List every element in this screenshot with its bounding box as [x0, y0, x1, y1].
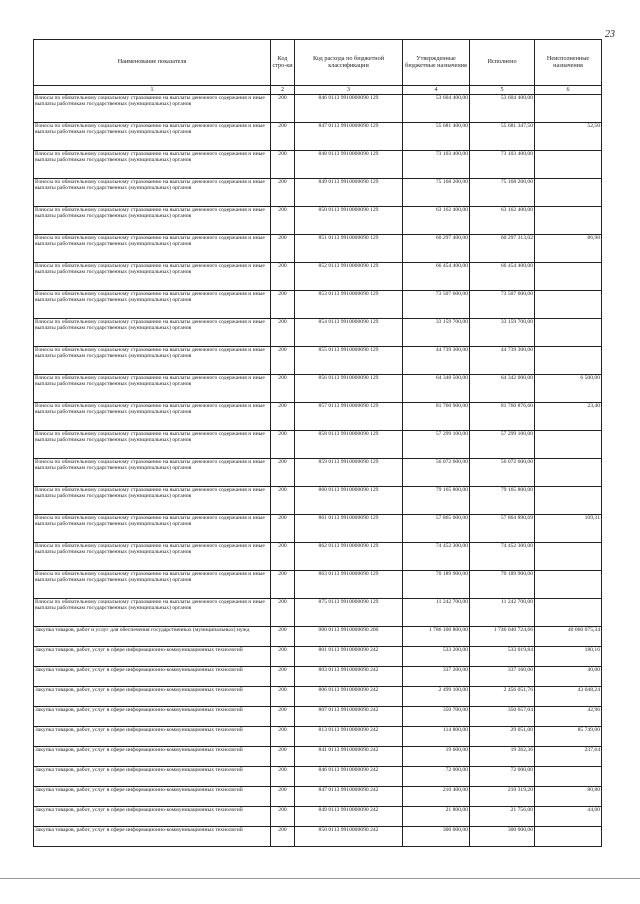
row-classification: 854 0113 9910000090 129: [295, 319, 403, 347]
header-classification: Код расхода по бюджетной классификации: [295, 40, 403, 86]
row-unexecuted: [535, 487, 602, 515]
row-code: 200: [271, 375, 295, 403]
column-number: 4: [403, 86, 470, 95]
table-row: [34, 707, 602, 727]
row-unexecuted: [535, 291, 602, 319]
row-classification: 861 0113 9910000090 129: [295, 515, 403, 543]
table-row: [34, 687, 602, 707]
row-name: Взносы по обязательному социальному страхованию на выплаты денежного содержания и иные выплаты работникам государственных (муниципальных) органов: [34, 431, 271, 459]
row-approved: 81 760 900,00: [403, 403, 470, 431]
row-executed: 33 159 700,00: [470, 319, 535, 347]
row-name: Взносы по обязательному социальному страхованию на выплаты денежного содержания и иные выплаты работникам государственных (муниципальных) органов: [34, 123, 271, 151]
row-classification: 853 0113 9910000090 129: [295, 291, 403, 319]
row-code: 200: [271, 95, 295, 123]
row-executed: 57 299 100,00: [470, 431, 535, 459]
row-code: 200: [271, 431, 295, 459]
column-number: 5: [470, 86, 535, 95]
row-executed: 73 507 600,00: [470, 291, 535, 319]
row-classification: 846 0113 9910000090 129: [295, 95, 403, 123]
table-row: [34, 459, 602, 487]
row-executed: 533 019,84: [470, 647, 535, 667]
row-executed: 44 739 300,00: [470, 347, 535, 375]
row-executed: 56 072 600,00: [470, 459, 535, 487]
row-name: Взносы по обязательному социальному страхованию на выплаты денежного содержания и иные выплаты работникам государственных (муниципальных) органов: [34, 291, 271, 319]
row-approved: 210 400,00: [403, 787, 470, 807]
row-code: 200: [271, 747, 295, 767]
row-code: 200: [271, 787, 295, 807]
page-number: 23: [605, 29, 615, 40]
row-approved: 2 499 100,00: [403, 687, 470, 707]
row-executed: 70 189 900,00: [470, 571, 535, 599]
table-row: [34, 347, 602, 375]
row-name: Взносы по обязательному социальному страхованию на выплаты денежного содержания и иные выплаты работникам государственных (муниципальных) органов: [34, 319, 271, 347]
row-approved: 57 865 000,00: [403, 515, 470, 543]
row-classification: 801 0113 9910000090 242: [295, 647, 403, 667]
row-name: Закупка товаров, работ, услуг в сфере информационно-коммуникационных технологий: [34, 827, 271, 847]
row-name: Взносы по обязательному социальному страхованию на выплаты денежного содержания и иные выплаты работникам государственных (муниципальных) органов: [34, 151, 271, 179]
table-row: [34, 263, 602, 291]
row-approved: 73 103 400,00: [403, 151, 470, 179]
row-unexecuted: 23,40: [535, 403, 602, 431]
row-code: 200: [271, 707, 295, 727]
row-approved: 350 700,00: [403, 707, 470, 727]
row-code: 200: [271, 515, 295, 543]
row-approved: 114 800,00: [403, 727, 470, 747]
table-row: [34, 747, 602, 767]
row-name: Взносы по обязательному социальному страхованию на выплаты денежного содержания и иные выплаты работникам государственных (муниципальных) органов: [34, 487, 271, 515]
row-classification: 863 0113 9910000090 129: [295, 571, 403, 599]
table-row: [34, 123, 602, 151]
row-classification: 858 0113 9910000090 129: [295, 431, 403, 459]
row-classification: 848 0113 9910000090 129: [295, 151, 403, 179]
table-row: [34, 807, 602, 827]
row-executed: 210 319,20: [470, 787, 535, 807]
row-executed: 11 242 700,00: [470, 599, 535, 627]
row-executed: 53 604 400,00: [470, 95, 535, 123]
table-row: [34, 727, 602, 747]
row-code: 200: [271, 123, 295, 151]
row-name: Взносы по обязательному социальному страхованию на выплаты денежного содержания и иные выплаты работникам государственных (муниципальных) органов: [34, 95, 271, 123]
row-approved: 60 297 400,00: [403, 235, 470, 263]
row-approved: 300 000,00: [403, 827, 470, 847]
row-code: 200: [271, 807, 295, 827]
row-name: Взносы по обязательному социальному страхованию на выплаты денежного содержания и иные выплаты работникам государственных (муниципальных) органов: [34, 599, 271, 627]
table-header-row: [34, 40, 602, 86]
table-row: [34, 179, 602, 207]
row-code: 200: [271, 827, 295, 847]
row-code: 200: [271, 599, 295, 627]
row-approved: 57 299 100,00: [403, 431, 470, 459]
row-name: Взносы по обязательному социальному страхованию на выплаты денежного содержания и иные выплаты работникам государственных (муниципальных) органов: [34, 347, 271, 375]
row-classification: 857 0113 9910000090 129: [295, 403, 403, 431]
row-code: 200: [271, 347, 295, 375]
row-name: Взносы по обязательному социальному страхованию на выплаты денежного содержания и иные выплаты работникам государственных (муниципальных) органов: [34, 543, 271, 571]
column-number: 2: [271, 86, 295, 95]
row-unexecuted: [535, 827, 602, 847]
row-classification: 849 0113 9910000090 242: [295, 807, 403, 827]
row-name: Взносы по обязательному социальному страхованию на выплаты денежного содержания и иные выплаты работникам государственных (муниципальных) органов: [34, 207, 271, 235]
row-unexecuted: 109,31: [535, 515, 602, 543]
row-name: Взносы по обязательному социальному страхованию на выплаты денежного содержания и иные выплаты работникам государственных (муниципальных) органов: [34, 571, 271, 599]
row-classification: 841 0113 9910000090 242: [295, 747, 403, 767]
table-row: [34, 767, 602, 787]
row-approved: 53 604 400,00: [403, 95, 470, 123]
header-executed: Исполнено: [470, 40, 535, 86]
row-code: 200: [271, 687, 295, 707]
table-row: [34, 599, 602, 627]
row-unexecuted: 40 060 075,34: [535, 627, 602, 647]
row-unexecuted: [535, 95, 602, 123]
table-row: [34, 515, 602, 543]
row-approved: 79 165 800,00: [403, 487, 470, 515]
row-unexecuted: 180,16: [535, 647, 602, 667]
row-classification: 846 0113 9910000090 242: [295, 767, 403, 787]
row-classification: 851 0113 9910000090 129: [295, 235, 403, 263]
row-unexecuted: 85 749,00: [535, 727, 602, 747]
row-unexecuted: [535, 571, 602, 599]
row-classification: 859 0113 9910000090 129: [295, 459, 403, 487]
row-approved: 533 200,00: [403, 647, 470, 667]
row-approved: 73 507 600,00: [403, 291, 470, 319]
row-classification: 803 0113 9910000090 242: [295, 667, 403, 687]
row-code: 200: [271, 263, 295, 291]
row-name: Взносы по обязательному социальному страхованию на выплаты денежного содержания и иные выплаты работникам государственных (муниципальных) органов: [34, 263, 271, 291]
row-unexecuted: 43 048,24: [535, 687, 602, 707]
row-unexecuted: [535, 179, 602, 207]
row-name: Закупка товаров, работ, услуг в сфере информационно-коммуникационных технологий: [34, 747, 271, 767]
row-approved: 72 000,00: [403, 767, 470, 787]
table-row: [34, 487, 602, 515]
row-code: 200: [271, 403, 295, 431]
row-name: Закупка товаров, работ, услуг в сфере информационно-коммуникационных технологий: [34, 647, 271, 667]
table-row: [34, 235, 602, 263]
row-approved: 11 242 700,00: [403, 599, 470, 627]
row-code: 200: [271, 727, 295, 747]
column-number: 1: [34, 86, 271, 95]
row-unexecuted: 237,64: [535, 747, 602, 767]
row-unexecuted: 6 500,00: [535, 375, 602, 403]
row-unexecuted: [535, 767, 602, 787]
row-code: 200: [271, 235, 295, 263]
row-unexecuted: [535, 319, 602, 347]
header-approved: Утвержденные бюджетные назначения: [403, 40, 470, 86]
row-executed: 63 162 400,00: [470, 207, 535, 235]
row-classification: 855 0113 9910000090 129: [295, 347, 403, 375]
column-number: 3: [295, 86, 403, 95]
row-unexecuted: [535, 207, 602, 235]
table-row: [34, 787, 602, 807]
row-classification: 807 0113 9910000090 242: [295, 707, 403, 727]
row-approved: 70 189 900,00: [403, 571, 470, 599]
row-name: Взносы по обязательному социальному страхованию на выплаты денежного содержания и иные выплаты работникам государственных (муниципальных) органов: [34, 235, 271, 263]
row-approved: 63 162 400,00: [403, 207, 470, 235]
row-unexecuted: [535, 263, 602, 291]
row-executed: 21 756,00: [470, 807, 535, 827]
row-name: Закупка товаров, работ, услуг в сфере информационно-коммуникационных технологий: [34, 707, 271, 727]
row-executed: 2 456 051,76: [470, 687, 535, 707]
row-executed: 74 452 300,00: [470, 543, 535, 571]
row-approved: 44 739 300,00: [403, 347, 470, 375]
row-code: 200: [271, 627, 295, 647]
row-executed: 350 657,04: [470, 707, 535, 727]
row-unexecuted: 86,98: [535, 235, 602, 263]
row-unexecuted: [535, 459, 602, 487]
row-executed: 81 760 876,60: [470, 403, 535, 431]
row-code: 200: [271, 543, 295, 571]
row-classification: 862 0113 9910000090 129: [295, 543, 403, 571]
row-unexecuted: 80,80: [535, 787, 602, 807]
row-code: 200: [271, 647, 295, 667]
row-classification: 856 0113 9910000090 129: [295, 375, 403, 403]
row-code: 200: [271, 459, 295, 487]
row-name: Закупка товаров, работ, услуг в сфере информационно-коммуникационных технологий: [34, 667, 271, 687]
table-row: [34, 375, 602, 403]
row-executed: 1 746 040 724,66: [470, 627, 535, 647]
row-code: 200: [271, 207, 295, 235]
table-row: [34, 319, 602, 347]
row-classification: 849 0113 9910000090 129: [295, 179, 403, 207]
row-classification: 875 0113 9910000090 129: [295, 599, 403, 627]
row-executed: 55 681 347,50: [470, 123, 535, 151]
row-code: 200: [271, 667, 295, 687]
row-approved: 337 200,00: [403, 667, 470, 687]
row-name: Взносы по обязательному социальному страхованию на выплаты денежного содержания и иные выплаты работникам государственных (муниципальных) органов: [34, 403, 271, 431]
row-executed: 73 103 400,00: [470, 151, 535, 179]
table-row: [34, 647, 602, 667]
row-name: Закупка товаров, работ, услуг в сфере информационно-коммуникационных технологий: [34, 807, 271, 827]
row-code: 200: [271, 487, 295, 515]
column-number-row: [34, 86, 602, 95]
row-code: 200: [271, 319, 295, 347]
column-number: 6: [535, 86, 602, 95]
row-unexecuted: 44,00: [535, 807, 602, 827]
row-executed: 60 297 313,02: [470, 235, 535, 263]
row-name: Взносы по обязательному социальному страхованию на выплаты денежного содержания и иные выплаты работникам государственных (муниципальных) органов: [34, 515, 271, 543]
row-unexecuted: [535, 347, 602, 375]
row-approved: 33 159 700,00: [403, 319, 470, 347]
row-executed: 57 864 890,69: [470, 515, 535, 543]
table-row: [34, 543, 602, 571]
row-classification: 850 0113 9910000090 242: [295, 827, 403, 847]
row-approved: 55 681 400,00: [403, 123, 470, 151]
table-row: [34, 207, 602, 235]
row-approved: 1 786 100 800,00: [403, 627, 470, 647]
table-row: [34, 571, 602, 599]
row-classification: 852 0113 9910000090 129: [295, 263, 403, 291]
row-name: Закупка товаров, работ и услуг для обеспечения государственных (муниципальных) нужд: [34, 627, 271, 647]
row-name: Закупка товаров, работ, услуг в сфере информационно-коммуникационных технологий: [34, 687, 271, 707]
header-unexecuted: Неисполненные назначения: [535, 40, 602, 86]
row-executed: 66 454 400,00: [470, 263, 535, 291]
table-row: [34, 431, 602, 459]
row-name: Закупка товаров, работ, услуг в сфере информационно-коммуникационных технологий: [34, 787, 271, 807]
row-classification: 847 0113 9910000090 242: [295, 787, 403, 807]
row-approved: 21 800,00: [403, 807, 470, 827]
row-executed: 29 051,00: [470, 727, 535, 747]
row-approved: 74 452 300,00: [403, 543, 470, 571]
table-row: [34, 627, 602, 647]
row-executed: 79 165 800,00: [470, 487, 535, 515]
row-name: Закупка товаров, работ, услуг в сфере информационно-коммуникационных технологий: [34, 727, 271, 747]
row-unexecuted: 42,96: [535, 707, 602, 727]
row-classification: 806 0113 9910000090 242: [295, 687, 403, 707]
budget-execution-table: [33, 39, 602, 847]
row-executed: 75 168 200,00: [470, 179, 535, 207]
row-name: Взносы по обязательному социальному страхованию на выплаты денежного содержания и иные выплаты работникам государственных (муниципальных) органов: [34, 459, 271, 487]
row-classification: 000 0113 9910000090 200: [295, 627, 403, 647]
row-unexecuted: 40,00: [535, 667, 602, 687]
row-name: Закупка товаров, работ, услуг в сфере информационно-коммуникационных технологий: [34, 767, 271, 787]
table-row: [34, 667, 602, 687]
row-executed: 64 342 000,00: [470, 375, 535, 403]
row-unexecuted: [535, 543, 602, 571]
row-unexecuted: [535, 431, 602, 459]
row-code: 200: [271, 571, 295, 599]
row-name: Взносы по обязательному социальному страхованию на выплаты денежного содержания и иные выплаты работникам государственных (муниципальных) органов: [34, 375, 271, 403]
page-bottom-rule: [0, 878, 640, 879]
row-executed: 19 362,36: [470, 747, 535, 767]
header-name: Наименование показателя: [34, 40, 271, 86]
row-code: 200: [271, 151, 295, 179]
row-classification: 847 0113 9910000090 129: [295, 123, 403, 151]
row-unexecuted: [535, 599, 602, 627]
row-approved: 75 168 200,00: [403, 179, 470, 207]
header-code: Код стро-ки: [271, 40, 295, 86]
row-executed: 337 160,00: [470, 667, 535, 687]
row-name: Взносы по обязательному социальному страхованию на выплаты денежного содержания и иные выплаты работникам государственных (муниципальных) органов: [34, 179, 271, 207]
row-code: 200: [271, 291, 295, 319]
row-unexecuted: 52,50: [535, 123, 602, 151]
row-approved: 56 072 600,00: [403, 459, 470, 487]
table-row: [34, 291, 602, 319]
table-row: [34, 95, 602, 123]
row-executed: 300 000,00: [470, 827, 535, 847]
row-approved: 66 454 400,00: [403, 263, 470, 291]
row-classification: 813 0113 9910000090 242: [295, 727, 403, 747]
table-row: [34, 827, 602, 847]
row-unexecuted: [535, 151, 602, 179]
row-approved: 19 600,00: [403, 747, 470, 767]
row-classification: 860 0113 9910000090 129: [295, 487, 403, 515]
row-code: 200: [271, 767, 295, 787]
row-executed: 72 000,00: [470, 767, 535, 787]
table-row: [34, 151, 602, 179]
row-approved: 64 348 500,00: [403, 375, 470, 403]
row-classification: 850 0113 9910000090 129: [295, 207, 403, 235]
row-code: 200: [271, 179, 295, 207]
table-row: [34, 403, 602, 431]
